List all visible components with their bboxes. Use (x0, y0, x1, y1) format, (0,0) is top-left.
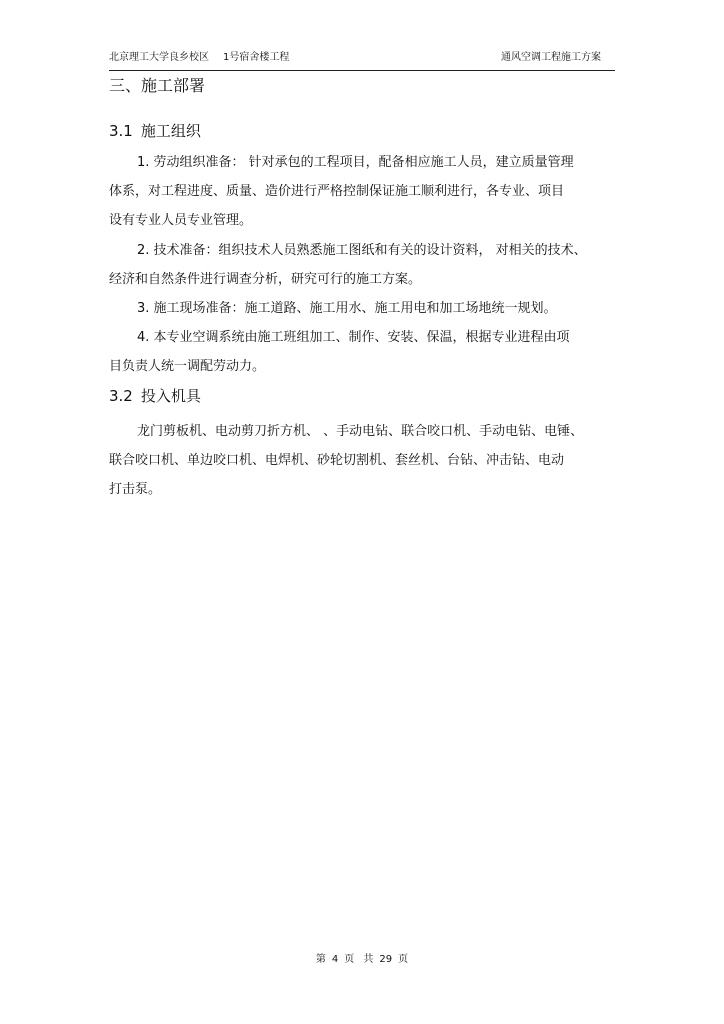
subsection-3-1-heading (109, 121, 201, 141)
subsection-3-2-number: 3.2 (109, 387, 133, 405)
page-header (109, 50, 615, 71)
text-line: 设有专业人员专业管理。 (109, 213, 253, 228)
footer-page-number: 4 (331, 954, 339, 965)
paragraph-labor-preparation (109, 148, 615, 235)
subsection-3-2-heading (109, 386, 201, 406)
paragraph-technical-preparation (109, 236, 615, 294)
footer-total-unit: 页 (398, 954, 409, 965)
header-left (109, 50, 289, 66)
footer-page-unit: 页 (344, 954, 355, 965)
footer-total-number: 29 (379, 954, 393, 965)
text-line: 体系，对工程进度、质量、造价进行严格控制保证施工顺利进行，各专业、项目 (109, 184, 565, 199)
text-line: 经济和自然条件进行调查分析，研究可行的施工方案。 (109, 272, 422, 287)
header-school: 北京理工大学良乡校区 (109, 52, 209, 63)
subsection-3-1-number: 3.1 (109, 122, 133, 140)
text-line: 打击泵。 (109, 482, 162, 497)
text-line: 3. 施工现场准备：施工道路、施工用水、施工用电和加工场地统一规划。 (137, 301, 557, 316)
text-line: 目负责人统一调配劳动力。 (109, 359, 266, 374)
text-line: 龙门剪板机、电动剪刀折方机、 、手动电钻、联合咬口机、手动电钻、电锤、 (137, 424, 584, 439)
subsection-3-2-title: 投入机具 (140, 387, 201, 405)
footer-page-label: 第 (315, 954, 326, 965)
paragraph-aircon-system (109, 323, 615, 381)
text-line: 联合咬口机、单边咬口机、电焊机、砂轮切割机、套丝机、台钻、冲击钻、电动 (109, 453, 565, 468)
subsection-3-1-title: 施工组织 (140, 122, 201, 140)
header-doc-title: 通风空调工程施工方案 (501, 52, 601, 63)
section-title: 三、施工部署 (109, 76, 206, 95)
text-line: 4. 本专业空调系统由施工班组加工、制作、安装、保温，根据专业进程由项 (137, 330, 570, 345)
text-line: 1. 劳动组织准备： 针对承包的工程项目，配备相应施工人员，建立质量管理 (137, 155, 574, 170)
paragraph-equipment-list (109, 417, 615, 504)
paragraph-site-preparation (109, 294, 615, 323)
text-line: 2. 技术准备：组织技术人员熟悉施工图纸和有关的设计资料， 对相关的技术、 (137, 243, 587, 258)
footer-total-label: 共 (363, 954, 374, 965)
page-footer (0, 950, 724, 965)
header-project: 1号宿舍楼工程 (223, 52, 290, 63)
